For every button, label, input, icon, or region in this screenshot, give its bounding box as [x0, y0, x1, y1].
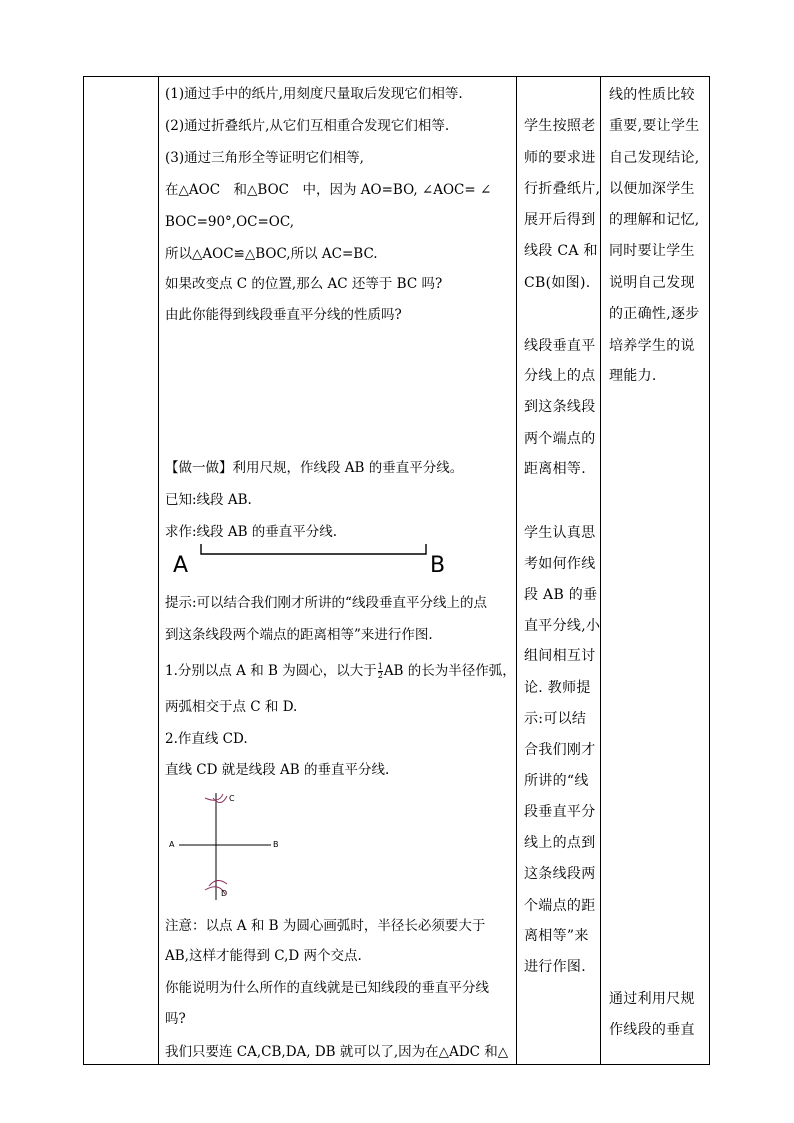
intent-line: 以便加深学生 — [609, 181, 695, 197]
student-line: 直平分线,小 — [524, 618, 601, 634]
student-line: 展开后得到 — [524, 212, 596, 228]
text-line: 在△AOC 和△BOC 中，因为 AO=BO, ∠AOC= ∠ — [165, 182, 492, 198]
student-line: 段 AB 的垂 — [524, 587, 598, 603]
student-line: 线段垂直平 — [524, 338, 596, 354]
step1-text: 1.分别以点 A 和 B 为圆心，以大于 — [165, 663, 377, 679]
segment-label-b: B — [430, 553, 446, 578]
figure-label-a: A — [169, 840, 175, 849]
text-line: (2)通过折叠纸片,从它们互相重合发现它们相等. — [165, 118, 450, 134]
student-line: 到这条线段 — [524, 399, 596, 415]
figure-label-c: C — [229, 794, 235, 803]
fraction-denominator: 2 — [377, 671, 383, 680]
student-line: 师的要求进 — [524, 150, 596, 166]
text-line: 到这条线段两个端点的距离相等”来进行作图. — [165, 627, 433, 643]
activity-heading: 【做一做】利用尺规，作线段 AB 的垂直平分线。 — [165, 460, 464, 476]
text-line: 吗? — [165, 1011, 186, 1027]
construction-figure — [167, 790, 287, 905]
segment-label-a: A — [173, 553, 189, 578]
student-line: 学生按照老 — [524, 118, 596, 134]
student-line: 所讲的“线 — [524, 773, 589, 789]
text-line: (1)通过手中的纸片,用刻度尺量取后发现它们相等. — [165, 86, 463, 102]
student-line: 离相等”来 — [524, 928, 589, 944]
student-line: 行折叠纸片, — [524, 181, 601, 197]
text-line: 求作:线段 AB 的垂直平分线. — [165, 524, 338, 540]
student-line: 线段 CA 和 — [524, 243, 598, 259]
student-line: 论. 教师提 — [524, 680, 591, 696]
intent-line: 线的性质比较 — [609, 87, 695, 103]
intent-line: 重要,要让学生 — [609, 118, 700, 134]
text-line: 两弧相交于点 C 和 D. — [165, 699, 298, 715]
text-line: 已知:线段 AB. — [165, 492, 252, 508]
text-line: 提示:可以结合我们刚才所讲的“线段垂直平分线上的点 — [165, 595, 487, 611]
intent-line: 作线段的垂直 — [609, 1022, 695, 1038]
text-line — [165, 661, 516, 681]
intent-line: 通过利用尺规 — [609, 991, 695, 1007]
student-line: 组间相互讨 — [524, 648, 596, 664]
student-line: 合我们刚才 — [524, 742, 596, 758]
step1-text: AB 的长为半径作弧， — [383, 663, 516, 679]
intent-line: 培养学生的说 — [609, 338, 695, 354]
text-line: 由此你能得到线段垂直平分线的性质吗? — [165, 307, 402, 323]
student-line: 进行作图. — [524, 959, 586, 975]
student-line: 分线上的点 — [524, 368, 596, 384]
text-line: 所以△AOC≌△BOC,所以 AC=BC. — [165, 246, 378, 262]
intent-line: 同时要让学生 — [609, 243, 695, 259]
figure-label-d: D — [221, 889, 228, 898]
student-line: 考如何作线 — [524, 556, 596, 572]
student-line: 这条线段两 — [524, 866, 596, 882]
text-line: 你能说明为什么所作的直线就是已知线段的垂直平分线 — [165, 980, 489, 996]
student-line: 距离相等. — [524, 461, 586, 477]
student-line: 两个端点的 — [524, 431, 596, 447]
column-divider — [600, 77, 601, 1064]
intent-line: 说明自己发现 — [609, 275, 695, 291]
student-line: CB(如图). — [524, 275, 591, 291]
intent-line: 的理解和记忆, — [609, 212, 700, 228]
text-line: 直线 CD 就是线段 AB 的垂直平分线. — [165, 762, 390, 778]
student-line: 个端点的距 — [524, 898, 596, 914]
text-line: BOC=90°,OC=OC, — [165, 214, 295, 230]
fraction-numerator: 1 — [377, 662, 383, 671]
column-divider — [158, 77, 159, 1064]
lesson-table — [83, 76, 710, 1065]
text-line: 我们只要连 CA,CB,DA, DB 就可以了,因为在△ADC 和△ — [165, 1044, 509, 1060]
intent-line: 的正确性,逐步 — [609, 306, 700, 322]
intent-line: 理能力. — [609, 368, 657, 384]
text-line: 如果改变点 C 的位置,那么 AC 还等于 BC 吗? — [165, 276, 443, 292]
intent-line: 自己发现结论, — [609, 150, 700, 166]
text-line: AB,这样才能得到 C,D 两个交点. — [165, 948, 362, 964]
text-line: 2.作直线 CD. — [165, 731, 248, 747]
student-line: 线上的点到 — [524, 835, 596, 851]
figure-label-b: B — [273, 840, 279, 849]
text-line: (3)通过三角形全等证明它们相等, — [165, 150, 364, 166]
student-line: 学生认真思 — [524, 525, 596, 541]
column-divider — [516, 77, 517, 1064]
text-line: 注意：以点 A 和 B 为圆心画弧时，半径长必须要大于 — [165, 918, 486, 934]
student-line: 示:可以结 — [524, 711, 587, 727]
fraction — [378, 663, 383, 680]
student-line: 段垂直平分 — [524, 804, 596, 820]
segment-ab-figure — [197, 544, 437, 556]
construction-drawing — [167, 790, 287, 905]
